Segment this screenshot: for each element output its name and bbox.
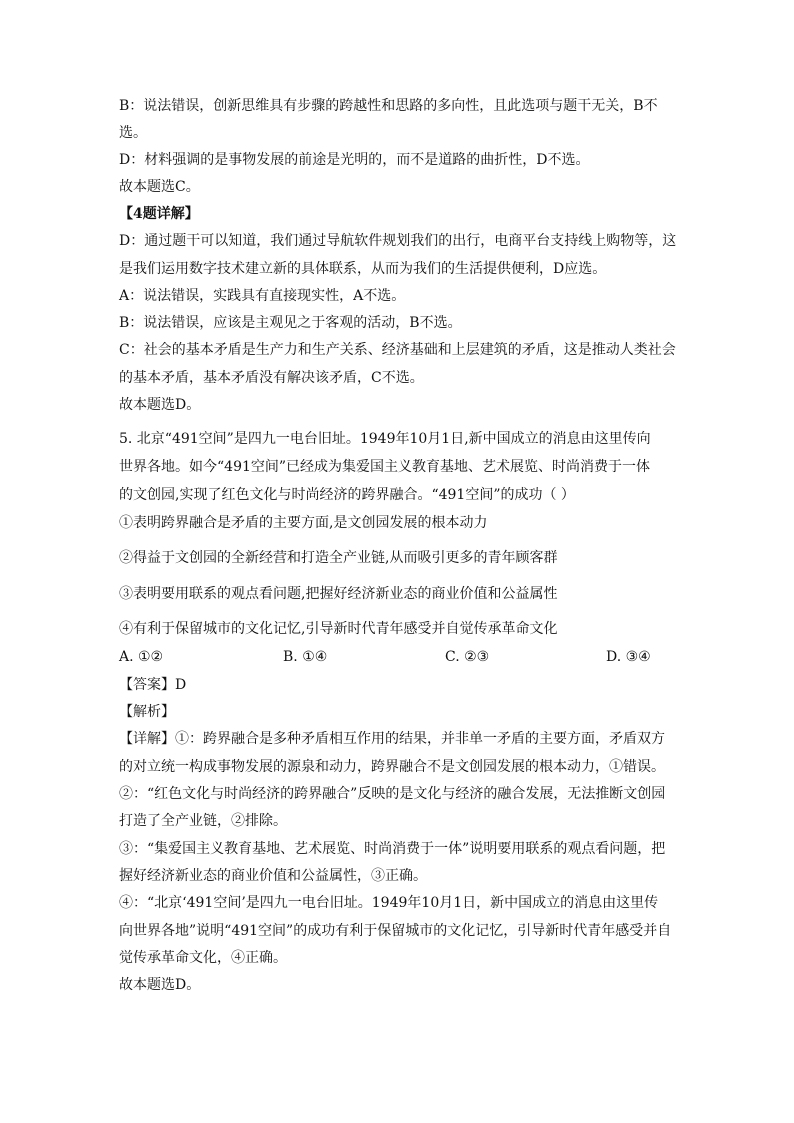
question-stem: 5. 北京“491空间”是四九一电台旧址。1949年10月1日,新中国成立的消息由这里传向 (119, 431, 651, 447)
question-stem: 世界各地。如今“491空间”已经成为集爱国主义教育基地、艺术展览、时尚消费于一体 (119, 459, 651, 475)
statement-item: ④有利于保留城市的文化记忆,引导新时代青年感受并自觉传承革命文化 (119, 621, 558, 637)
text-line: 握好经济新业态的商业价值和公益属性，③正确。 (119, 868, 427, 884)
text-line: 故本题选D。 (119, 977, 201, 993)
text-line: C：社会的基本矛盾是生产力和生产关系、经济基础和上层建筑的矛盾，这是推动人类社会 (119, 342, 676, 358)
text-line: 打造了全产业链，②排除。 (119, 813, 287, 829)
text-line: 【详解】①：跨界融合是多种矛盾相互作用的结果，并非单一矛盾的主要方面，矛盾双方 (119, 731, 665, 747)
text-line: 觉传承革命文化，④正确。 (119, 950, 287, 966)
text-line: D：通过题干可以知道，我们通过导航软件规划我们的出行，电商平台支持线上购物等，这 (119, 233, 677, 249)
answer-label: 【答案】D (119, 677, 187, 693)
text-line: 是我们运用数字技术建立新的具体联系，从而为我们的生活提供便利，D应选。 (119, 261, 607, 277)
text-line: 选。 (119, 125, 147, 141)
section-heading: 【4题详解】 (119, 206, 199, 222)
text-line: A：说法错误，实践具有直接现实性，A不选。 (119, 288, 406, 304)
text-line: D：材料强调的是事物发展的前途是光明的，而不是道路的曲折性，D不选。 (119, 152, 590, 168)
text-line: ②：“红色文化与时尚经济的跨界融合”反映的是文化与经济的融合发展，无法推断文创园 (119, 786, 666, 802)
option-a: A. ①② (119, 649, 164, 665)
text-line: 故本题选D。 (119, 397, 201, 413)
text-line: ④：“北京‘491空间’是四九一电台旧址。1949年10月1日，新中国成立的消息由这里传 (119, 895, 659, 911)
option-b: B. ①④ (283, 649, 328, 665)
option-c: C. ②③ (445, 649, 490, 665)
statement-item: ②得益于文创园的全新经营和打造全产业链,从而吸引更多的青年顾客群 (119, 550, 558, 566)
statement-item: ①表明跨界融合是矛盾的主要方面,是文创园发展的根本动力 (119, 515, 488, 531)
text-line: 的对立统一构成事物发展的源泉和动力，跨界融合不是文创园发展的根本动力，①错误。 (119, 759, 665, 775)
text-line: 故本题选C。 (119, 179, 200, 195)
question-stem: 的文创园,实现了红色文化与时尚经济的跨界融合。“491空间”的成功（ ） (119, 487, 575, 503)
text-line: B：说法错误，应该是主观见之于客观的活动，B不选。 (119, 315, 462, 331)
text-line: 向世界各地”说明“491空间”的成功有利于保留城市的文化记忆，引导新时代青年感受并自 (119, 923, 672, 939)
text-line: ③：“集爱国主义教育基地、艺术展览、时尚消费于一体”说明要用联系的观点看问题，把 (119, 841, 666, 857)
text-line: B：说法错误，创新思维具有步骤的跨越性和思路的多向性，且此选项与题干无关，B不 (119, 98, 658, 114)
statement-item: ③表明要用联系的观点看问题,把握好经济新业态的商业价值和公益属性 (119, 586, 558, 602)
text-line: 的基本矛盾，基本矛盾没有解决该矛盾，C不选。 (119, 370, 424, 386)
analysis-label: 【解析】 (119, 704, 175, 720)
option-d: D. ③④ (606, 649, 651, 665)
